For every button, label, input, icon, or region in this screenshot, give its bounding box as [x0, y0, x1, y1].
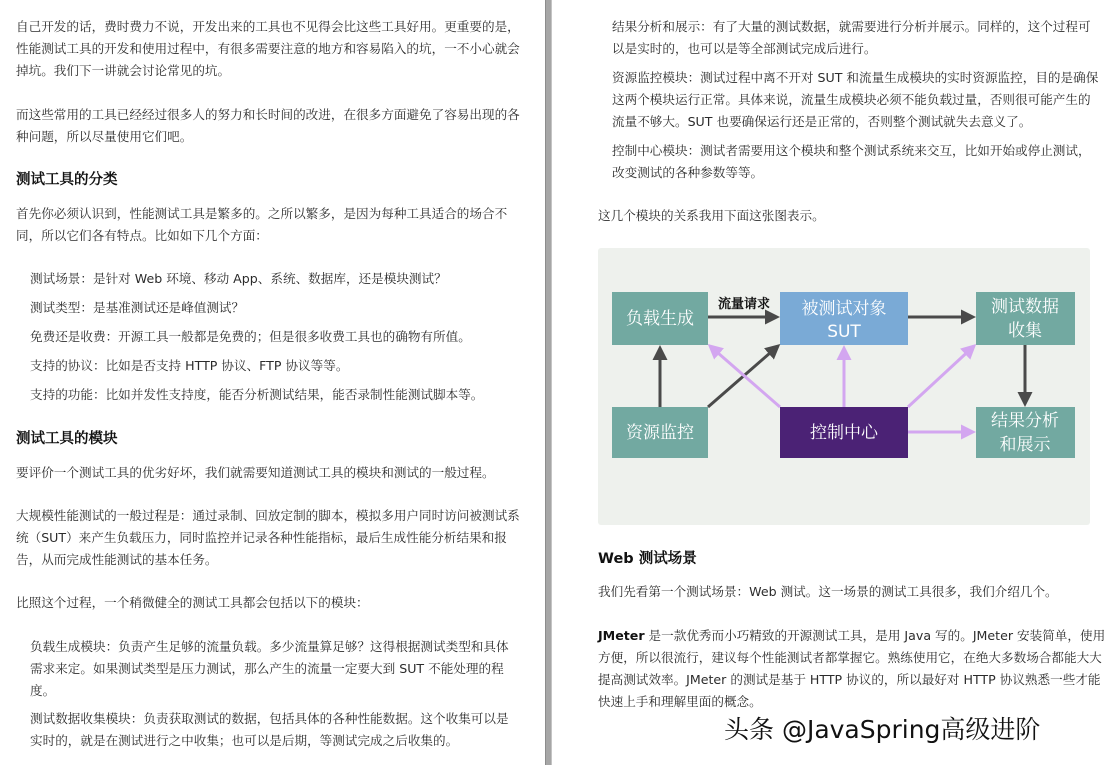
list-item-line: 结果分析和展示：有了大量的测试数据，就需要进行分析并展示。同样的，这个过程可 — [612, 19, 1091, 34]
module-relationship-diagram — [598, 248, 1090, 525]
paragraph-line: 比照这个过程，一个稍微健全的测试工具都会包括以下的模块： — [16, 595, 369, 610]
edge-label-traffic: 流量请求 — [717, 297, 771, 312]
watermark: 头条 @JavaSpring高级进阶 — [724, 715, 1041, 744]
arrow-control-to-collect — [908, 346, 974, 407]
paragraph-line: 要评价一个测试工具的优劣好坏，我们就需要知道测试工具的模块和测试的一般过程。 — [16, 465, 495, 480]
list-item-line: 控制中心模块：测试者需要用这个模块和整个测试系统来交互，比如开始或停止测试， — [612, 143, 1091, 158]
paragraph-text: 是一款优秀而小巧精致的开源测试工具，是用 Java 写的。JMeter 安装简单，使用 — [644, 628, 1106, 643]
paragraph-line: 告，从而完成性能测试的基本任务。 — [16, 552, 218, 567]
list-item-line: 负载生成模块：负责产生足够的流量负载。多少流量算足够？这得根据测试类型和具体 — [30, 639, 509, 654]
list-item-line: 流量不够大。SUT 也要确保运行还是正常的，否则整个测试就失去意义了。 — [612, 114, 1032, 129]
paragraph-line: 方便，所以很流行，建议每个性能测试者都掌握它。熟练使用它，在绝大多数场合都能大大 — [598, 650, 1102, 665]
paragraph-line: 而这些常用的工具已经经过很多人的努力和长时间的改进，在很多方面避免了容易出现的各 — [16, 107, 520, 122]
jmeter-bold: JMeter — [598, 628, 645, 643]
list-item-line: 实时的，就是在测试进行之中收集；也可以是后期，等测试完成之后收集的。 — [30, 733, 459, 748]
list-item-line: 以是实时的，也可以是等全部测试完成后进行。 — [612, 41, 877, 56]
list-item-line: 资源监控模块：测试过程中离不开对 SUT 和流量生成模块的实时资源监控，目的是确保 — [612, 70, 1099, 85]
list-item: 免费还是收费：开源工具一般都是免费的；但是很多收费工具也的确物有所值。 — [30, 329, 471, 344]
list-item-line: 需求来定。如果测试类型是压力测试，那么产生的流量一定要大到 SUT 不能处理的程 — [30, 661, 504, 676]
box-collect-label-1: 测试数据 — [991, 297, 1059, 317]
paragraph-line: 快速上手和理解里面的概念。 — [598, 694, 762, 709]
list-item-line: 度。 — [30, 683, 56, 698]
box-load-label: 负载生成 — [626, 309, 694, 329]
paragraph-line: 提高测试效率。JMeter 的测试是基于 HTTP 协议的，所以最好对 HTTP 协议熟悉一些才能 — [598, 672, 1101, 687]
paragraph-line: 统（SUT）来产生负载压力，同时监控并记录各种性能指标，最后生成性能分析结果和报 — [16, 530, 507, 545]
paragraph-line: 首先你必须认识到，性能测试工具是繁多的。之所以繁多，是因为每种工具适合的场合不 — [16, 206, 508, 221]
list-item-line: 测试数据收集模块：负责获取测试的数据，包括具体的各种性能数据。这个收集可以是 — [30, 711, 509, 726]
list-item-line: 这两个模块运行正常。具体来说，流量生成模块必须不能负载过量，否则很可能产生的 — [612, 92, 1091, 107]
paragraph-line: 性能测试工具的开发和使用过程中，有很多需要注意的地方和容易陷入的坑，一不小心就会 — [16, 41, 520, 56]
paragraph-line: 这几个模块的关系我用下面这张图表示。 — [598, 208, 825, 223]
paragraph-line: 掉坑。我们下一讲就会讨论常见的坑。 — [16, 63, 231, 78]
list-item: 测试类型：是基准测试还是峰值测试？ — [30, 300, 245, 315]
section-heading-modules: 测试工具的模块 — [16, 431, 118, 447]
box-result-label-1: 结果分析 — [991, 411, 1059, 431]
box-result-label-2: 和展示 — [999, 435, 1051, 455]
box-control-label: 控制中心 — [810, 423, 878, 443]
section-heading-web: Web 测试场景 — [598, 551, 697, 567]
paragraph-line: 种问题，所以尽量使用它们吧。 — [16, 129, 193, 144]
section-heading-classification: 测试工具的分类 — [16, 172, 118, 188]
list-item: 测试场景：是针对 Web 环境、移动 App、系统、数据库，还是模块测试？ — [30, 271, 447, 286]
box-monitor-label: 资源监控 — [626, 423, 694, 443]
paragraph-line: 自己开发的话，费时费力不说，开发出来的工具也不见得会比这些工具好用。更重要的是， — [16, 19, 520, 34]
left-page — [0, 0, 545, 765]
page-divider — [545, 0, 552, 765]
paragraph-line — [598, 625, 1105, 647]
box-collect-label-2: 收集 — [1008, 321, 1042, 341]
list-item: 支持的功能：比如并发性支持度，能否分析测试结果，能否录制性能测试脚本等。 — [30, 387, 484, 402]
box-sut-label-1: 被测试对象 — [801, 299, 887, 319]
paragraph-line: 大规模性能测试的一般过程是：通过录制、回放定制的脚本，模拟多用户同时访问被测试系 — [16, 508, 520, 523]
paragraph-line: 我们先看第一个测试场景：Web 测试。这一场景的测试工具很多，我们介绍几个。 — [598, 584, 1058, 599]
list-item: 支持的协议：比如是否支持 HTTP 协议、FTP 协议等等。 — [30, 358, 349, 373]
list-item-line: 改变测试的各种参数等等。 — [612, 165, 764, 180]
paragraph-line: 同，所以它们各有特点。比如如下几个方面： — [16, 228, 268, 243]
box-sut-label-2: SUT — [827, 322, 861, 342]
diagram-svg — [598, 248, 1090, 525]
